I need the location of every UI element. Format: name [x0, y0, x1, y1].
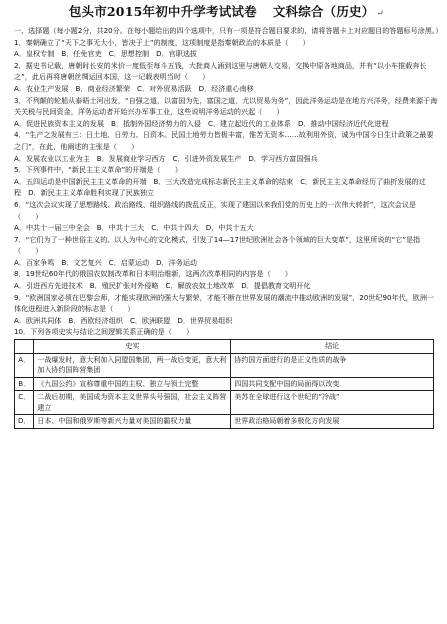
answer-option[interactable]: D．中共十五大	[205, 223, 254, 233]
question-stem: 5．下列事件中，“新民主主义革命”的开端是（ ）	[14, 165, 182, 175]
options-row	[14, 176, 439, 199]
table-cell-option: C．	[15, 391, 34, 415]
table-cell-conclusion: 四国共同支配中国的局面得以改变	[231, 377, 434, 391]
question-stem: 4．“生产之发展有三：日土地、日劳力、日资本。民国土地劳力皆极丰富，惟苦无资本……故利用外资，诚为中国今日生计政策之最要之门”，在此，他阐述的主张是（ ）	[14, 130, 434, 151]
table-cell-conclusion: 协约国方面进行的是正义性质的战争	[231, 353, 434, 377]
table-row	[15, 391, 434, 415]
answer-option[interactable]: A．引进西方先进技术	[14, 281, 83, 291]
answer-option[interactable]: D．新民主主义革命胜利实现了民族独立	[28, 188, 155, 198]
question-item	[14, 164, 439, 199]
question-stem: 8．19世纪60年代的俄国农奴制改革和日本明治维新，这两次改革相同的内容是（ ）	[14, 269, 292, 279]
answer-option[interactable]: C．建立起近代的工业体系	[207, 118, 291, 128]
answer-option[interactable]: B．商业经济繁荣	[75, 83, 131, 93]
question-item	[14, 234, 439, 269]
question-stem: 1．秦朝确立了“天下之事无大小，皆决于上”的制度，这项制度是指秦朝政治的本质是（ ）	[14, 37, 310, 47]
options-row	[14, 48, 439, 60]
answer-option[interactable]: D．洋务运动	[156, 257, 198, 267]
table-row	[15, 377, 434, 391]
answer-option[interactable]: C．解放农奴土地改革	[165, 281, 235, 291]
options-row	[14, 118, 439, 130]
answer-option[interactable]: B．文艺复兴	[61, 257, 102, 267]
answer-option[interactable]: C．中共十四大	[151, 223, 199, 233]
table-header-option	[15, 340, 34, 354]
question-stem: 9．“欧洲国家必须在巴黎会师，才能实现欧洲的强大与繁荣，才能不断在世界发展的潮流中推动欧洲的发展”，20世纪90年代，欧洲一体化进程进入新阶段的标志是（ ）	[14, 292, 435, 314]
answer-option[interactable]: B．中共十三大	[96, 223, 145, 233]
question-item	[14, 95, 439, 130]
question-stem: 7．“它们为了一种世俗主义的、以人为中心的文化模式，引发了14—17世纪欧洲社会各个领域的巨大变革”，这里所说的“它”是指（ ）	[14, 234, 421, 256]
question-stem: 6．“这次会议实现了思想路线、政治路线、组织路线的拨乱反正，实现了建国以来我们党的历史上的一次伟大转折”，这次会议是（ ）	[14, 199, 417, 221]
question-stem: 3．不列颠的轮船从泰晤士河出发，“自强之道，以富国为先，富国之道，尤以贸易为务”，因此洋务运动是在地方兴洋务，经费来源于海关关税与民间资金，洋务运动者开始兴办军事工业，这些说明洋务运动的兴起（ ）	[14, 95, 438, 117]
answer-option[interactable]: A．欧洲共同体	[14, 315, 62, 325]
question-item	[14, 129, 439, 164]
answer-option[interactable]: C．启蒙运动	[108, 257, 150, 267]
table-cell-fact: 二战后初期，美国成为资本主义世界头号强国，社会主义阵营建立	[34, 391, 231, 415]
answer-option[interactable]: A．中共十一届三中全会	[14, 223, 90, 233]
answer-option[interactable]: B．抵制外国经济势力的入侵	[110, 118, 201, 128]
section-heading: 一、选择题（每小题2分，共20分。在每小题给出的四个选项中，只有一项是符合题目要求的，请将答题卡上对应题目的答题标号涂黑。）	[14, 26, 443, 35]
answer-option[interactable]: D．世界贸易组织	[177, 315, 233, 325]
answer-option[interactable]: A．发展农业以工业为主	[14, 153, 90, 163]
answer-option[interactable]: A．促进民族资本主义的发展	[14, 118, 104, 128]
question-item	[14, 326, 439, 338]
answer-option[interactable]: B．发展商业学习西方	[96, 153, 166, 163]
answer-option[interactable]: A．百家争鸣	[14, 257, 55, 267]
answer-option[interactable]: A．五四运动是中国新民主主义革命的开端	[14, 176, 147, 186]
answer-option[interactable]: B．三大改造完成标志新民主主义革命的结束	[153, 176, 294, 186]
table-cell-option: A．	[15, 353, 34, 377]
table-cell-conclusion: 世界政治格局朝着多极化方向发展	[231, 415, 434, 429]
question-item	[14, 37, 439, 60]
return-mark-icon: ↵	[376, 9, 385, 19]
table-cell-fact: 日本、中国和俄罗斯等新兴力量对美国的霸权力量	[34, 415, 231, 429]
page-title	[14, 4, 439, 22]
exam-subject: 文科综合（历史）	[272, 4, 375, 19]
answer-option[interactable]: D．推动中国经济近代化进程	[297, 118, 389, 128]
answer-option[interactable]: C．新民主主义革命经历了曲折发展的过程	[14, 176, 426, 198]
answer-option[interactable]: D．经济重心南移	[198, 83, 254, 93]
options-row	[14, 280, 439, 292]
answer-option[interactable]: B．任免官吏	[61, 49, 102, 59]
options-row	[14, 315, 439, 327]
answer-option[interactable]: B．殖民扩张对外侵略	[89, 281, 159, 291]
options-row	[14, 222, 439, 234]
question-10-table	[14, 339, 434, 429]
options-row	[14, 153, 439, 165]
table-row	[15, 415, 434, 429]
answer-option[interactable]: A．皇权专制	[14, 49, 55, 59]
table-header-conclusion: 结论	[231, 340, 434, 354]
question-item	[14, 60, 439, 95]
table-cell-option: B．	[15, 377, 34, 391]
options-row	[14, 83, 439, 95]
table-row	[15, 353, 434, 377]
answer-option[interactable]: C．思想控制	[108, 49, 150, 59]
options-row	[14, 257, 439, 269]
question-list	[14, 37, 439, 338]
question-stem: 2．据史书记载，唐朝时长安的米价一度低至每斗五钱，大批商人涌到这里与唐朝人交易，交换中原各地商品，并有“以小车推载奔长之”，此后再将唐朝丝绸运回本国，这一记载表明当时（ ）	[14, 60, 427, 82]
answer-option[interactable]: C．欧洲联盟	[129, 315, 171, 325]
table-header-row	[15, 340, 434, 354]
answer-option[interactable]: D．学习西方富国强兵	[248, 153, 318, 163]
table-cell-fact: 《九国公约》宣称尊重中国的主权、独立与领土完整	[34, 377, 231, 391]
table-header-fact: 史实	[34, 340, 231, 354]
answer-option[interactable]: C．对外贸易活跃	[137, 83, 192, 93]
answer-option[interactable]: D．官职选拔	[156, 49, 198, 59]
question-item	[14, 292, 439, 327]
answer-option[interactable]: C．引进外资发展生产	[172, 153, 242, 163]
table-body	[15, 353, 434, 428]
answer-option[interactable]: D．提倡教育文明开化	[241, 281, 311, 291]
table-cell-option: D．	[15, 415, 34, 429]
question-item	[14, 199, 439, 234]
table-cell-conclusion: 美苏在全球进行这个世纪的“冷战”	[231, 391, 434, 415]
exam-title: 包头市2015年初中升学考试试卷	[68, 4, 257, 19]
table-cell-fact: 一战爆发时，意大利加入同盟国集团，两一战后变更，意大利加入协约国阵营集团	[34, 353, 231, 377]
question-item	[14, 268, 439, 291]
answer-option[interactable]: A．农业生产发展	[14, 83, 69, 93]
question-section	[14, 25, 443, 429]
question-stem: 10．下列各项史实与结论之间逻辑关系正确的是（ ）	[14, 327, 194, 337]
answer-option[interactable]: B．西欧经济组织	[68, 315, 123, 325]
